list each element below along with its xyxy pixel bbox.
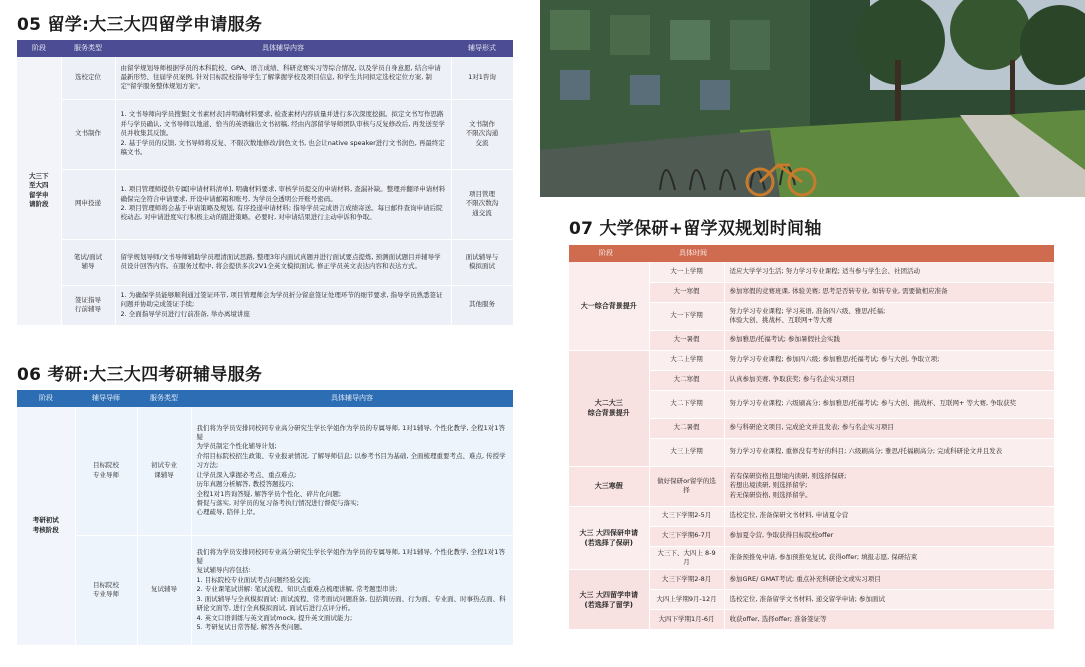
col-header-stage: 阶段: [17, 390, 75, 407]
time-cell: 大三下学期6-7月: [649, 526, 724, 546]
col-header-time: 具体时间: [649, 245, 724, 262]
time-cell: 大二下学期: [649, 390, 724, 418]
col-header-type: 服务类型: [61, 40, 115, 57]
mentor-cell: 目标院校 专业导师: [75, 407, 137, 535]
service-form: 1对1咨询: [451, 57, 513, 99]
service-content: 我们将为学员安排同校同专业高分研究生学长学姐作为学员的专属导师, 1对1辅导, 个性化教学, 全程1对1答疑 为学员制定个性化辅导计划; 介绍目标院校招生政策、专业报录情况, 了解导师信息; 以参考书目为基础, 全面梳理重要考点、难点, 传授学习方法; 让学员深入掌握必考点、重点难点; 历年真题分析解答, 教授答题技巧; 全程1对1咨询答疑, 解答学员个性化、碎片化问题; 督促与落实, 对学员的复习备考执行情况进行督促与落实; 心理疏导, 陪伴上岸。: [191, 407, 513, 535]
time-cell: 大一上学期: [649, 262, 724, 282]
service-form: 其他服务: [451, 285, 513, 325]
col-header-content: 具体辅导内容: [191, 390, 513, 407]
service-type: 复试辅导: [137, 535, 191, 645]
section-05-title: 05 留学:大三大四留学申请服务: [17, 15, 263, 35]
col-header-content: [724, 245, 1054, 262]
section-06-title: 06 考研:大三大四考研辅导服务: [17, 365, 263, 385]
time-cell: 大三上学期: [649, 438, 724, 466]
content-cell: 收获offer, 选择offer; 准备签证等: [724, 610, 1054, 630]
content-cell: 努力学习专业课程; 参加四六级; 参加雅思/托福考试; 参与大创, 争取立项;: [724, 350, 1054, 370]
service-content: 由留学规划导师根据学员的本科院校、GPA、语言成绩、科研竞赛实习等综合情况, 以及学员自身意愿, 结合申请最新形势、往届学员案例, 针对目标院校指导学生了解掌握学校及项目信息, 和学生共同拟定选校定位方案, 制定"留学服务整体规划方案"。: [115, 57, 451, 99]
content-cell: 若有保研资格且想境内读研, 则选择保研; 若想出境读研, 则选择留学; 若无保研资格, 则选择留学。: [724, 466, 1054, 506]
stage-cell: 大三寒假: [569, 466, 649, 506]
stage-cell: 大二大三 综合背景提升: [569, 350, 649, 466]
service-form: 项目管理 不限次数沟 通交流: [451, 169, 513, 239]
time-cell: 做好保研or留学的选择: [649, 466, 724, 506]
stage-cell: 大三 大四留学申请 (若选择了留学): [569, 570, 649, 630]
content-cell: 选校定位, 准备保研文书材料, 申请夏令营: [724, 506, 1054, 526]
content-cell: 参加雅思/托福考试; 参加暑假社会实践: [724, 330, 1054, 350]
content-cell: 准备预推免申请, 参加预推免复试, 获得offer; 填报志愿, 保研结束: [724, 546, 1054, 570]
timeline-table: [569, 245, 1055, 630]
service-type: 签证指导 行前辅导: [61, 285, 115, 325]
service-content: 留学规划导师/文书导师辅助学员理清面试思路, 整理3年内面试真题并进行面试要点提炼, 预测面试题目并辅导学员设计回答内容。在服务过程中, 将会提供多次2V1全英文模拟面试, 修正学员英文表达内容和表达方式。: [115, 239, 451, 285]
time-cell: 大一寒假: [649, 282, 724, 302]
content-cell: 参加GRE/ GMAT考试; 重点补充科研论文或实习项目: [724, 570, 1054, 590]
stage-cell: 大三 大四保研申请 (若选择了保研): [569, 506, 649, 570]
stage-cell: 考研初试 考核阶段: [17, 407, 75, 645]
service-type: 网申投递: [61, 169, 115, 239]
time-cell: 大三下学期2-8月: [649, 570, 724, 590]
time-cell: 大一下学期: [649, 302, 724, 330]
content-cell: 选校定位, 准备留学文书材料, 递交留学申请; 参加面试: [724, 590, 1054, 610]
stage-cell: 大三下 至大四 留学申 请阶段: [17, 57, 61, 325]
time-cell: 大三下、大四上 8-9月: [649, 546, 724, 570]
service-type: 初试专业 课辅导: [137, 407, 191, 535]
content-cell: 努力学习专业课程; 学习英语, 准备四六级、雅思/托福; 体验大创、挑战杯、互联网+等大赛: [724, 302, 1054, 330]
service-form: 面试辅导与 模拟面试: [451, 239, 513, 285]
section-07-title: 07 大学保研+留学双规划时间轴: [569, 219, 822, 239]
study-abroad-table: [17, 40, 514, 326]
service-type: 笔试/面试 辅导: [61, 239, 115, 285]
service-content: 我们将为学员安排同校同专业高分研究生学长学姐作为学员的专属导师, 1对1辅导, 个性化教学, 全程1对1答疑 复试辅导内容包括: 1. 目标院校专业面试考点问题经验交流; 2. 专业课笔试讲解: 笔试流程、知识点重难点梳理讲解, 常考题型串讲; 3. 面试辅导与全真模拟面试: 面试流程、常考面试问题准备, 包括简历面、行为面、专业面、时事热点面、科研论文面等, 进行全真模拟面试, 面试后进行点评分析。 4. 英文口语训练与英文面试mock, 提升英文面试能力; 5. 考研复试日常答疑, 解答各类问题。: [191, 535, 513, 645]
service-content: 1. 项目管理师提供专属[申请材料清单], 明确材料要求, 审核学员提交的申请材料, 查漏补缺。整理并翻译申请材料确保完全符合申请要求, 开设申请邮箱和账号, 为学员全透明公开账号密码。 2. 项目管理师将会基于申请策略及规划, 有序投递申请材料; 指导学员完成语言成绩寄送。每日邮件查询申请后院校动态, 对申请进度实行积极主动的跟进策略。必要时, 对申请结果进行主动申诉和争取。: [115, 169, 451, 239]
content-cell: 努力学习专业课程, 重修没有考好的科目; 六级刷高分; 雅思/托福刷高分; 完成科研论文并且发表: [724, 438, 1054, 466]
time-cell: 大四下学期1月-6月: [649, 610, 724, 630]
time-cell: 大三下学期2-5月: [649, 506, 724, 526]
content-cell: 参加夏令营, 争取获得目标院校offer: [724, 526, 1054, 546]
content-cell: 适应大学学习生活; 努力学习专业课程; 适当参与学生会、社团活动: [724, 262, 1054, 282]
content-cell: 参加寒假的竞赛班课, 体验美赛; 思考是否转专业, 如转专业, 需要做相应准备: [724, 282, 1054, 302]
time-cell: 大二上学期: [649, 350, 724, 370]
content-cell: 努力学习专业课程; 六级刷高分; 参加雅思/托福考试; 参与大创、挑战杯、互联网+ 等大赛, 争取获奖: [724, 390, 1054, 418]
service-form: 文书制作 不限次沟通 交流: [451, 99, 513, 169]
postgrad-exam-table: [17, 390, 514, 646]
campus-photo: [540, 0, 1085, 197]
col-header-mentor: 辅导导师: [75, 390, 137, 407]
stage-cell: 大一综合背景提升: [569, 262, 649, 350]
col-header-form: 辅导形式: [451, 40, 513, 57]
time-cell: 大一暑假: [649, 330, 724, 350]
content-cell: 参与科研论文项目, 完成论文并且发表; 参与名企实习项目: [724, 418, 1054, 438]
col-header-content: 具体辅导内容: [115, 40, 451, 57]
col-header-stage: 阶段: [17, 40, 61, 57]
col-header-stage: 阶段: [569, 245, 649, 262]
service-content: 1. 文书导师向学员搜集[文书素材表]并明确材料要求, 检查素材内容质量并进行多次深度挖掘。拟定文书写作思路并与学员确认, 文书导师以地道、恰当的英语输出文书初稿, 经由内部留学导师团队审核与反复修改后, 再发送至学员并收集其反馈。 2. 基于学员的反馈, 文书导师将反复、不限次数地修改/润色文书, 也会让native speaker进行文书润色, 再最终定稿文书。: [115, 99, 451, 169]
content-cell: 认真参加美赛, 争取获奖; 参与名企实习项目: [724, 370, 1054, 390]
time-cell: 大二寒假: [649, 370, 724, 390]
time-cell: 大二暑假: [649, 418, 724, 438]
mentor-cell: 目标院校 专业导师: [75, 535, 137, 645]
service-content: 1. 为确保学员能够顺利通过签证环节, 项目管理师会为学员折分留意签证处理环节的细节要求, 指导学员熟悉签证问题并协助完成签证手续; 2. 全面指导学员进行行前准备, 举办离境讲座: [115, 285, 451, 325]
col-header-type: 服务类型: [137, 390, 191, 407]
service-type: 选校定位: [61, 57, 115, 99]
time-cell: 大四上学期9月-12月: [649, 590, 724, 610]
service-type: 文书制作: [61, 99, 115, 169]
